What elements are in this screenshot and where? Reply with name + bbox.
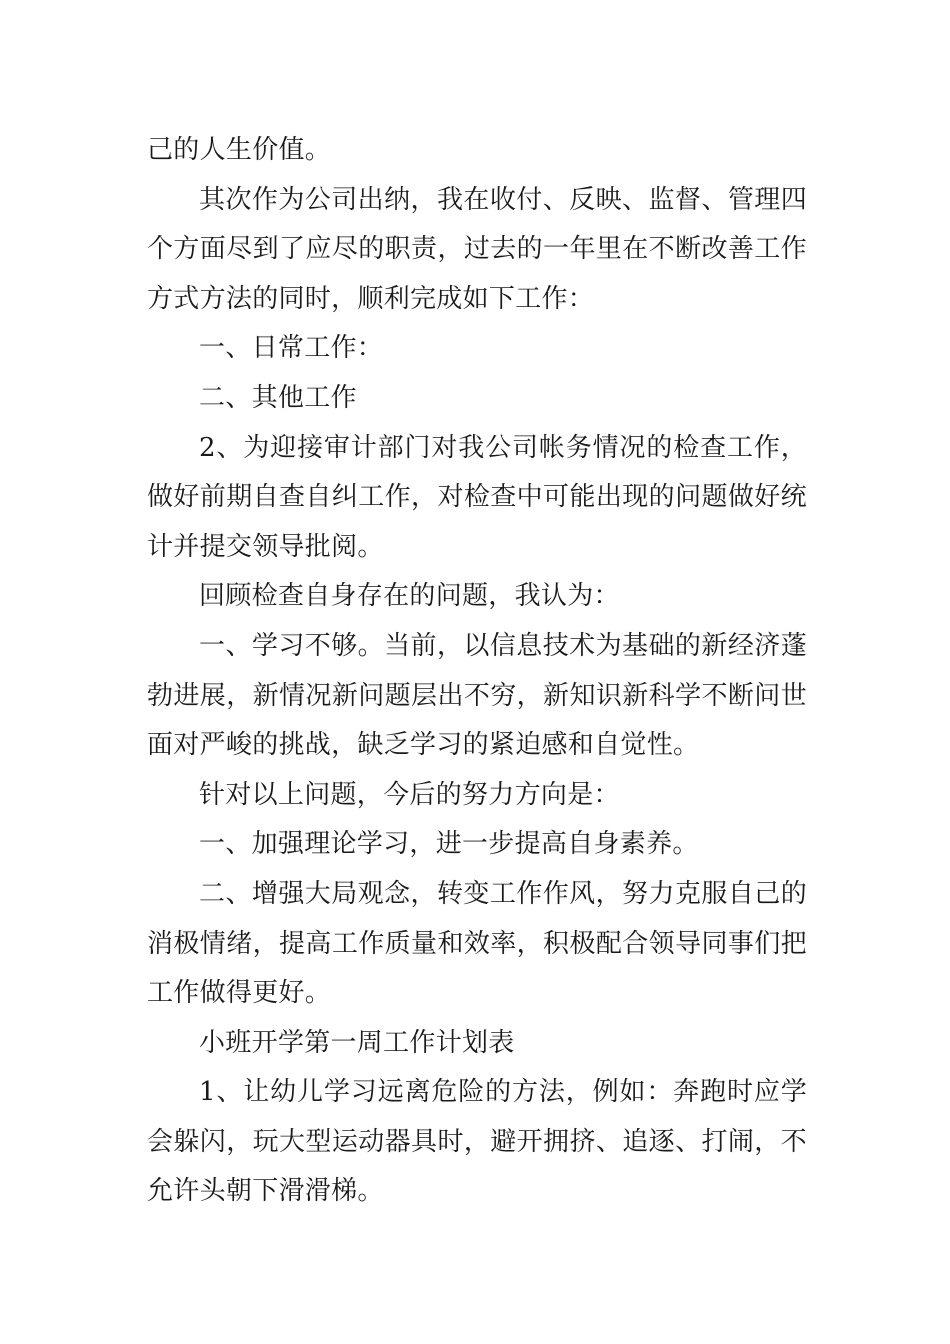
heading-other-work: 二、其他工作 [199,382,357,413]
section-title-weekly-plan: 小班开学第一周工作计划表 [199,1027,515,1058]
paragraph-strengthen-theory: 一、加强理论学习，进一步提高自身素养。 [199,829,699,860]
paragraph-cashier-duties: 其次作为公司出纳，我在收付、反映、监督、管理四个方面尽到了应尽的职责，过去的一年里在不断改善工作方式方法的同时，顺利完成如下工作： [147,184,807,314]
paragraph-future-direction: 针对以上问题，今后的努力方向是： [199,779,620,810]
paragraph-audit-preparation: 2、为迎接审计部门对我公司帐务情况的检查工作，做好前期自查自纠工作，对检查中可能出现的问题做好统计并提交领导批阅。 [147,432,807,562]
paragraph-safety-learning: 1、让幼儿学习远离危险的方法，例如：奔跑时应学会躲闪，玩大型运动器具时，避开拥挤、追逐、打闹，不允许头朝下滑滑梯。 [147,1077,807,1207]
paragraph-insufficient-learning: 一、学习不够。当前，以信息技术为基础的新经济蓬勃进展，新情况新问题层出不穷，新知识新科学不断问世面对严峻的挑战，缺乏学习的紧迫感和自觉性。 [147,630,807,761]
paragraph-continuation: 己的人生价值。 [147,135,332,165]
paragraph-self-review: 回顾检查自身存在的问题，我认为： [199,581,620,612]
document-page [147,126,807,1217]
paragraph-overall-view: 二、增强大局观念，转变工作作风，努力克服自己的消极情绪，提高工作质量和效率，积极配合领导同事们把工作做得更好。 [147,878,807,1009]
heading-daily-work: 一、日常工作： [199,333,384,364]
